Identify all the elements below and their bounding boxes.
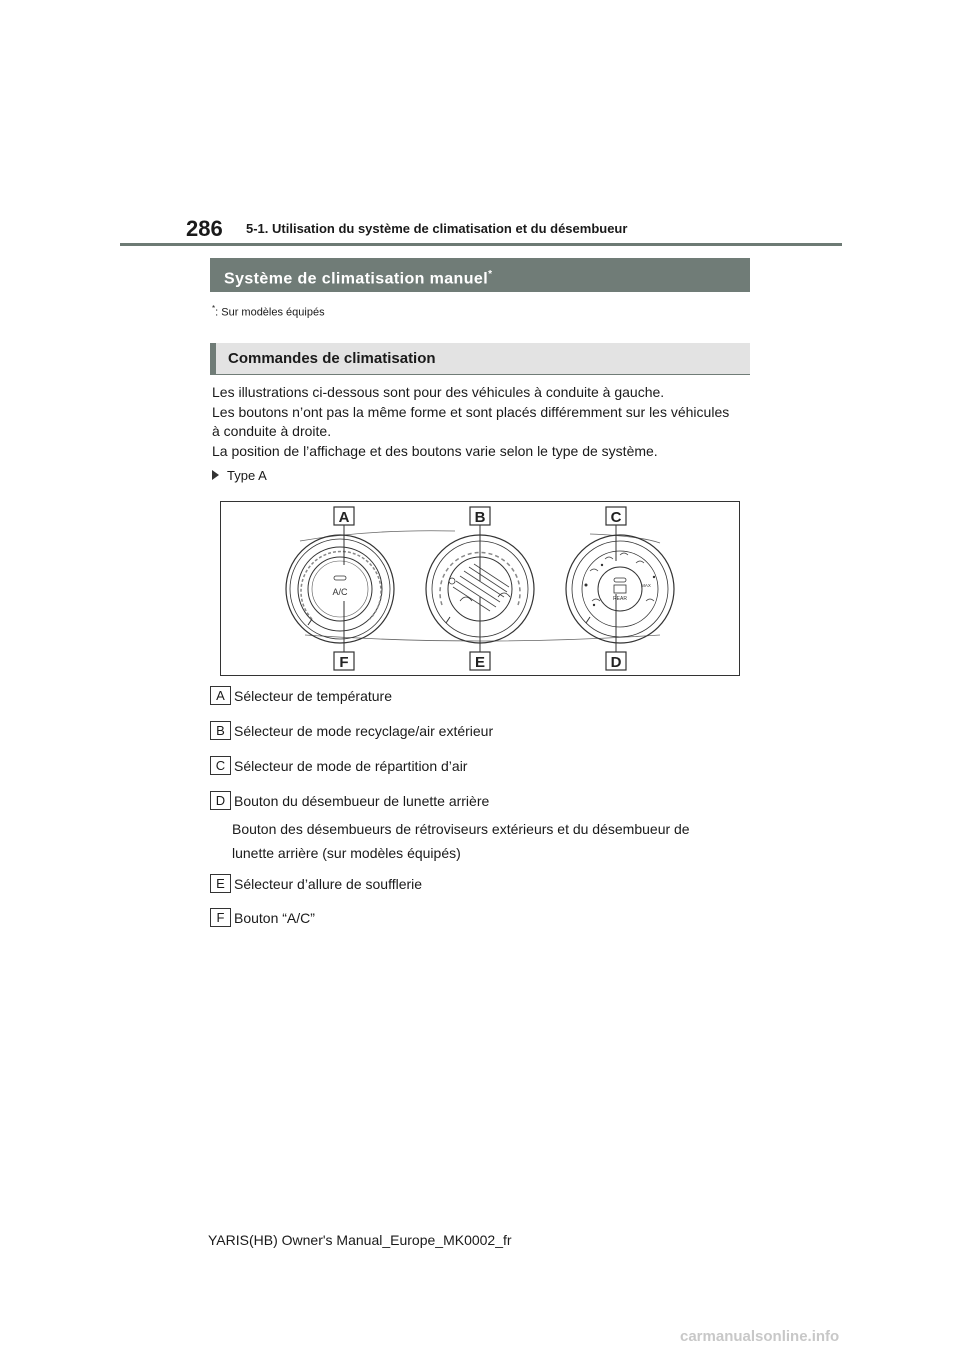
rear-button-label: REAR	[613, 596, 627, 602]
legend-badge-f: F	[210, 908, 231, 927]
intro-line-3: à conduite à droite.	[212, 423, 332, 439]
footer-text: YARIS(HB) Owner's Manual_Europe_MK0002_fr	[208, 1232, 512, 1248]
legend-badge-e: E	[210, 874, 231, 893]
legend-badge-b: B	[210, 721, 231, 740]
callout-f: F	[339, 654, 349, 671]
type-label-text: Type A	[227, 468, 267, 483]
subsection-title: Commandes de climatisation	[210, 343, 750, 375]
legend-text-d: Bouton du désembueur de lunette arrière	[234, 792, 490, 809]
legend-badge-c: C	[210, 756, 231, 775]
triangle-bullet-icon	[212, 470, 219, 480]
legend-text-a: Sélecteur de température	[234, 687, 392, 704]
climate-control-figure	[220, 501, 740, 676]
intro-line-4: La position de l’affichage et des boutons varie selon le type de système.	[212, 442, 658, 459]
intro-line-2: Les boutons n’ont pas la même forme et sont placés différemment sur les véhicules	[212, 403, 730, 420]
section-title	[210, 258, 750, 292]
footnote-mark: *	[212, 304, 216, 313]
type-label	[212, 468, 267, 483]
legend-text-e: Sélecteur d’allure de soufflerie	[234, 875, 423, 892]
page-number: 286	[186, 216, 223, 241]
callout-b: B	[474, 509, 486, 526]
callout-a: A	[338, 509, 350, 526]
legend-item-f	[210, 908, 315, 927]
footnote	[212, 304, 325, 319]
callout-d: D	[610, 654, 622, 671]
legend-d-cont-line-1: Bouton des désembueurs de rétroviseurs extérieurs et du désembueur de	[232, 821, 690, 837]
section-title-mark: *	[488, 269, 493, 280]
legend-item-e	[210, 874, 422, 893]
legend-badge-a: A	[210, 686, 231, 705]
legend-text-b: Sélecteur de mode recyclage/air extérieur	[234, 722, 494, 739]
callout-e: E	[474, 654, 486, 671]
air-mode-dial	[566, 535, 674, 643]
legend-item-a	[210, 686, 392, 705]
callout-c: C	[610, 509, 622, 526]
section-title-text: Système de climatisation manuel	[224, 270, 489, 288]
intro-line-1: Les illustrations ci-dessous sont pour des véhicules à conduite à gauche.	[212, 384, 665, 400]
legend-item-c	[210, 756, 467, 775]
chapter-title: 5-1. Utilisation du système de climatisation et du désembueur	[246, 221, 628, 236]
watermark: carmanualsonline.info	[680, 1328, 840, 1345]
footnote-text: : Sur modèles équipés	[215, 306, 325, 319]
legend-item-d	[210, 791, 489, 810]
legend-item-b	[210, 721, 493, 740]
legend-text-c: Sélecteur de mode de répartition d’air	[234, 757, 468, 774]
legend-text-f: Bouton “A/C”	[234, 909, 315, 926]
max-label: MAX	[641, 583, 651, 588]
header-divider	[120, 243, 842, 246]
legend-badge-d: D	[210, 791, 231, 810]
legend-d-continuation	[232, 817, 690, 865]
ac-button-label: A/C	[332, 587, 348, 597]
legend-d-cont-line-2: lunette arrière (sur modèles équipés)	[232, 845, 461, 861]
intro-paragraph	[212, 383, 752, 461]
